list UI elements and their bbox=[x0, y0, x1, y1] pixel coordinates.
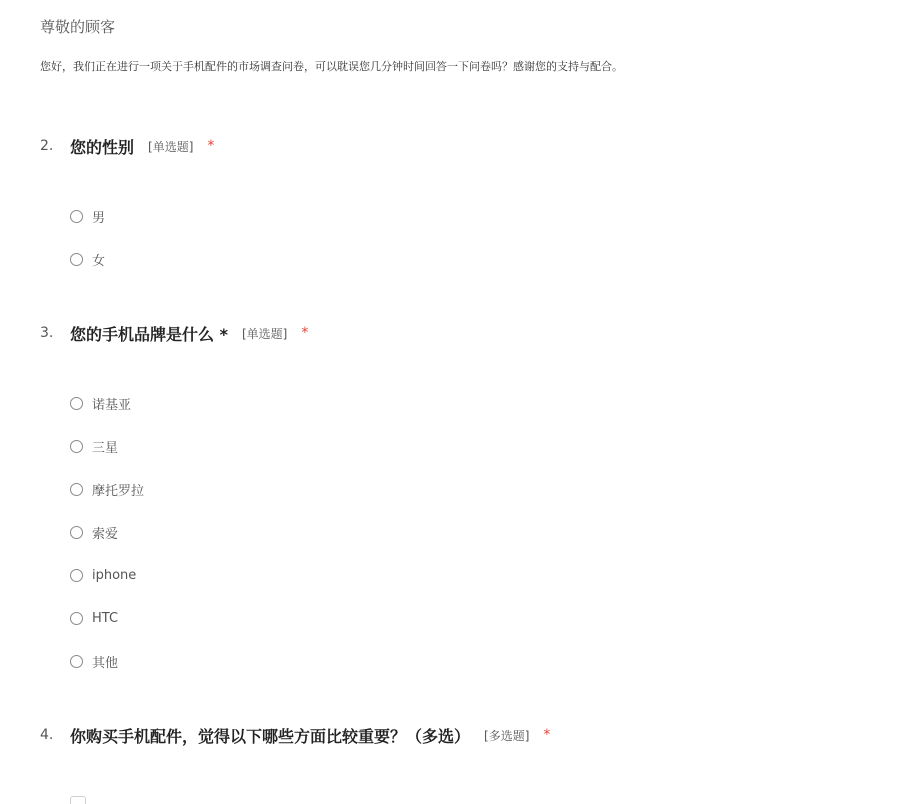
question-title bbox=[40, 724, 550, 746]
question-type: [多选题] bbox=[484, 728, 530, 743]
radio-button[interactable] bbox=[70, 569, 83, 582]
radio-button[interactable] bbox=[70, 210, 83, 223]
radio-option[interactable] bbox=[70, 608, 118, 628]
radio-button[interactable] bbox=[70, 483, 83, 496]
radio-option[interactable] bbox=[70, 479, 144, 499]
option-label: 摩托罗拉 bbox=[92, 483, 145, 499]
option-label: 男 bbox=[92, 210, 106, 226]
greeting-heading: 尊敬的顾客 bbox=[40, 18, 116, 36]
option-label: 女 bbox=[92, 253, 106, 269]
option-label: HTC bbox=[92, 610, 119, 626]
question-text: 你购买手机配件，觉得以下哪些方面比较重要？（多选） bbox=[70, 726, 471, 746]
question-number: 4. bbox=[40, 727, 54, 743]
radio-button[interactable] bbox=[70, 397, 83, 410]
required-mark: * bbox=[301, 325, 309, 341]
option-label: iphone bbox=[92, 567, 137, 583]
radio-option[interactable] bbox=[70, 522, 118, 542]
radio-option[interactable] bbox=[70, 565, 136, 585]
question-type: [单选题] bbox=[148, 139, 194, 154]
option-label: 其他 bbox=[92, 655, 119, 671]
radio-option[interactable] bbox=[70, 436, 118, 456]
radio-option[interactable] bbox=[70, 651, 118, 671]
option-label: 三星 bbox=[92, 440, 119, 456]
radio-button[interactable] bbox=[70, 526, 83, 539]
question-text: 您的性别 bbox=[70, 137, 135, 157]
radio-button[interactable] bbox=[70, 655, 83, 668]
radio-option[interactable] bbox=[70, 249, 105, 269]
required-mark: * bbox=[207, 138, 215, 154]
required-mark: * bbox=[543, 727, 551, 743]
survey-intro: 您好，我们正在进行一项关于手机配件的市场调查问卷，可以耽误您几分钟时间回答一下问卷吗？感谢您的支持与配合。 bbox=[40, 60, 623, 73]
question-title bbox=[40, 135, 214, 157]
question-text: 您的手机品牌是什么 * bbox=[70, 324, 228, 344]
option-label: 索爱 bbox=[92, 526, 119, 542]
radio-button[interactable] bbox=[70, 253, 83, 266]
radio-option[interactable] bbox=[70, 206, 105, 226]
radio-option[interactable] bbox=[70, 393, 131, 413]
question-number: 3. bbox=[40, 325, 54, 341]
question-type: [单选题] bbox=[241, 326, 288, 341]
checkbox[interactable] bbox=[70, 796, 86, 804]
question-number: 2. bbox=[40, 138, 54, 154]
option-label: 诺基亚 bbox=[92, 397, 132, 413]
radio-button[interactable] bbox=[70, 612, 83, 625]
radio-button[interactable] bbox=[70, 440, 83, 453]
question-title bbox=[40, 322, 308, 344]
